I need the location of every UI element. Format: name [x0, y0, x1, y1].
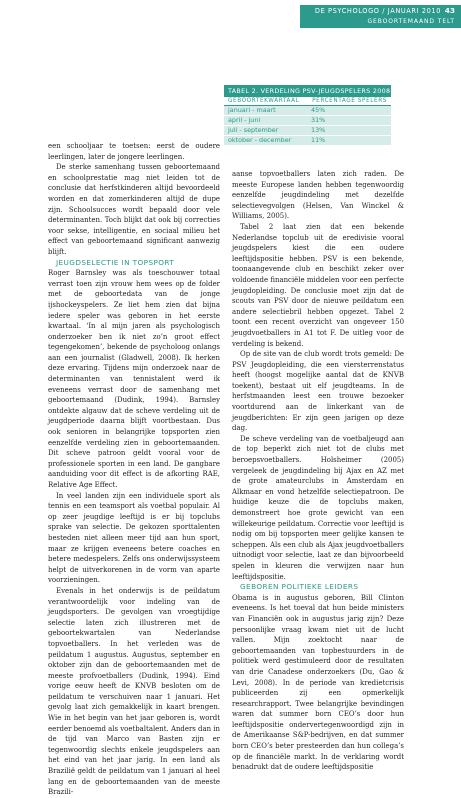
table-row — [224, 136, 391, 146]
table-cell-quarter: oktober - december — [228, 136, 292, 144]
paragraph: Evenals in het onderwijs is de peildatum verantwoordelijk voor indeling van de jeugdsporters. De gevolgen van vroegtijdige selectie laten zich illustreren met de geboortekwartalen van Nederlandse topvoetballers. In het verleden was de peildatum 1 augustus. Augustus, september en oktober zijn dan de geboortemaanden met de meeste profvoetballers (Dudink, 1994). Eind vorige eeuw heeft de KNVB besloten om de peildatum te verschuiven naar 1 januari. Het gevolg laat zich gemakkelijk in kaart brengen. Wie in het begin van het jaar geboren is, wordt eerder benoemd als voetbaltalent. Anders dan in de tijd van Marco van Basten zijn er tegenwoordig slechts enkele jeugdspelers aan het eind van het jaar jarig. In een land als Brazilië geldt de peildatum van 1 januari al heel lang en de geboortemaanden van de meeste Brazili- — [48, 586, 220, 797]
table-cell-percentage: 45% — [311, 106, 326, 114]
paragraph: In veel landen zijn een individuele sport als tennis en een teamsport als voetbal populair. Al op zeer jeugdige leeftijd is er bij topclubs sprake van selectie. De gekozen sporttalenten besteden niet alleen meer tijd aan hun sport, maar ze krijgen eveneens betere coaches en betere medespelers. Zelfs ons onderwijssysteem helpt de uitverkorenen in de vorm van aparte voorzieningen. — [48, 491, 220, 585]
table-cell-quarter: april - juni — [228, 116, 261, 124]
table-row — [224, 126, 391, 136]
journal-issue-label: DE PSYCHOLOGO / JANUARI 2010 — [314, 7, 441, 15]
table-cell-percentage: 11% — [311, 136, 326, 144]
table-cell-quarter: juli - september — [228, 126, 279, 134]
paragraph: Op de site van de club wordt trots gemeld: De PSV Jeugdopleiding, die een viersterrenstatus heeft (hoogst mogelijke aantal dat de KNVB toekent), bestaat uit elf jeugdteams. In de herfstmaanden leest een trouwe bezoeker voortdurend aan de linkerkant van de jeugdberichten: Er zijn geen jarigen op deze dag. — [232, 350, 404, 433]
table-cell-percentage: 13% — [311, 126, 326, 134]
section-heading: GEBOREN POLITIEKE LEIDERS — [240, 582, 359, 592]
psv-table — [224, 85, 411, 152]
table-title: TABEL 2. VERDELING PSV-JEUGDSPELERS 2008-2009 — [224, 85, 391, 97]
paragraph: aanse topvoetballers laten zich raden. De meeste Europese landen hebben tegenwoordig eenzelfde jeugdindeling met dezelfde selectievegvolgen (Helsen, Van Winckel & Williams, 2005). — [232, 170, 404, 221]
table-cell-percentage: 31% — [311, 116, 326, 124]
paragraph: Roger Barnsley was als toeschouwer totaal verrast toen zijn vrouw hem wees op de folder met de geboortedata van de jonge ijshockeyspelers. Ze liet hem zien dat bijna iedere speler was geboren in het eerste kwartaal. ‘In al mijn jaren als psychologisch onderzoeker ben ik niet zo’n groot effect tegengekomen’, bekende de psycholoog onlangs aan een journalist (Gladwell, 2008). Ik herken deze ervaring. Tijdens mijn onderzoek naar de determinanten van tennistalent werd ik eveneens verrast door de samenhang met geboortemaand (Dudink, 1994). Barnsley ontdekte algauw dat de scheve verdeling uit de jeugdperiode daarna blijft voortbestaan. Dus ook senioren in belangrijke topsporten zien eenzelfde verdeling zien in geboortemaanden. Dit scheve patroon geldt vooral voor de professionele sporten in een land. De gangbare aanduiding voor dit effect is de afkorting RAE, Relative Age Effect. — [48, 269, 220, 489]
paragraph: een schooljaar te toetsen: eerst de oudere leerlingen, later de jongere leerlingen. — [48, 142, 220, 161]
page-number: 43 — [444, 6, 455, 15]
right-text-column — [232, 169, 404, 773]
paragraph: De scheve verdeling van de voetbaljeugd aan de top beperkt zich niet tot de clubs met beroepsvoetballers. Holsheimer (2005) vergeleek de jeugdindeling bij Ajax en AZ met de grote amateurclubs in Amsterdam en Alkmaar en vond hetzelfde selectiepatroon. De huidige keuze die de topclubs maken, demonstreert hoe grote gewicht van een willekeurige peildatum. Correctie voor leeftijd is nodig om bij topsporten meer gelijke kansen te scheppen. Als een club als Ajax jeugdvoetballers uitnodigt voor selectie, laat ze dan bijvoorbeeld spelen in kleuren die verwijzen naar hun leeftijdspositie. — [232, 434, 404, 581]
left-text-column — [48, 141, 220, 798]
table-row — [224, 116, 391, 126]
article-running-title: GEBOORTEMAAND TELT — [367, 18, 455, 25]
column-header-percentage: PERCENTAGE SPELERS — [312, 98, 387, 104]
running-header — [300, 5, 461, 28]
column-header-quarter: GEBOORTEKWARTAAL — [228, 98, 300, 104]
table-row — [224, 106, 391, 116]
table-cell-quarter: januari - maart — [228, 106, 276, 114]
paragraph: De sterke samenhang tussen geboortemaand en schoolprestatie mag niet leiden tot de conclusie dat herfstkinderen altijd bevoordeeld worden en dat zomerkinderen altijd de dupe zijn. Schoolsucces wordt bepaald door vele determinanten. Toch blijkt dat ook bij correcties voor sekse, intelligentie, en sociaal milieu het effect van geboortemaand significant aanwezig blijft. — [48, 163, 220, 256]
table-header-row — [224, 97, 391, 106]
paragraph: Tabel 2 laat zien dat een bekende Nederlandse topclub uit de eredivisie vooral jeugdspelers kiest die een oudere leeftijdspositie hebben. PSV is een bekende, toonaangevende club en beschikt zeker over voldoende financiële middelen voor een perfecte jeugdopleiding. De conclusie moet zijn dat de scouts van PSV door de nieuwe peildatum een andere selectiebril hebben opgezet. Tabel 2 toont een recent overzicht van ongeveer 150 jeugdvoetballers in A1 tot F. De uitleg voor de verdeling is bekend. — [232, 222, 404, 348]
section-heading: JEUGDSELECTIE IN TOPSPORT — [56, 257, 175, 267]
paragraph: Obama is in augustus geboren, Bill Clinton eveneens. Is het toeval dat hun beide ministers van Financiën ook in augustus jarig zijn? Deze persoonlijke vraag kwam niet uit de lucht vallen. Mijn zoektocht naar de geboortemaanden van topbestuurders in de politiek werd gestimuleerd door de resultaten van drie Canadese onderzoekers (Du, Gao & Levi, 2008). In de periode van kredietcrisis publiceerden zij een opmerkelijk researchrapport. Twee belangrijke bevindingen waren dat summer born CEO’s door hun leeftijdspositie ondervertegenwoordigd zijn in de Amerikaanse S&P-bedrijven, en dat summer born CEO’s beter presteerden dan hun collega’s op de financiële markt. In de verklaring wordt benadrukt dat de oudere leeftijdspositie — [232, 593, 404, 772]
